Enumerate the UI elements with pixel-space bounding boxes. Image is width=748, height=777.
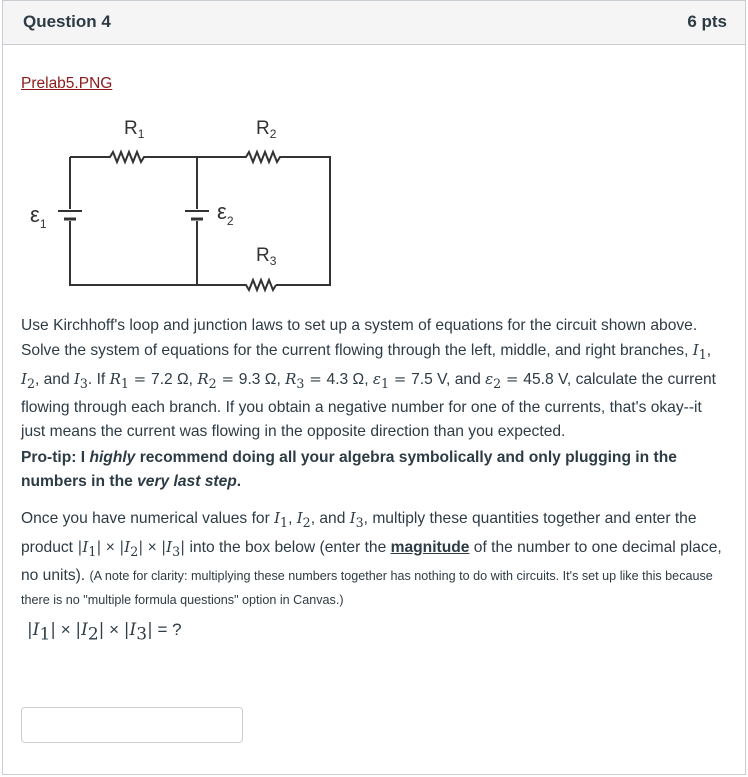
circuit-wires bbox=[70, 152, 330, 290]
circuit-diagram bbox=[24, 110, 344, 310]
label-e1: $\varepsilon_1$ bbox=[30, 202, 47, 231]
question-title: Question 4 bbox=[23, 12, 111, 31]
answer-equation: $|I_1| \times |I_2| \times |I_3|$ = ? bbox=[27, 620, 182, 645]
question-header bbox=[3, 1, 745, 45]
question-points: 6 pts bbox=[687, 12, 727, 31]
battery-e1 bbox=[58, 211, 82, 219]
label-r2: $R_2$ bbox=[256, 118, 277, 141]
submission-instructions: Once you have numerical values for $I_1$, $I_2$, and $I_3$, multiply these quantities together and enter the product $|I_1| \times |I_2| \times |I_3|$ into the box below (enter the magnitude of the number to one decimal place, no units). (A note for clarity: multiplying these numbers together has nothing to do with circuits. It's set up like this because there is no "multiple formula questions" option in Canvas.) bbox=[21, 509, 722, 608]
label-r1: $R_1$ bbox=[124, 118, 145, 141]
pro-tip-paragraph: Pro-tip: I highly recommend doing all your algebra symbolically and only plugging in the numbers in the very last step. bbox=[21, 449, 677, 490]
instructions-paragraph: Use Kirchhoff's loop and junction laws to set up a system of equations for the circuit shown above. Solve the system of equations for the current flowing through the left, middle, and right branches, $I_1$, $I_2$, and $I_3$. If $R_1 = 7.2$ Ω, $R_2 = 9.3$ Ω, $R_3 = 4.3$ Ω, $\varepsilon_1 = 7.5$ V, and $\varepsilon_2 = 45.8$ V, calculate the current flowing through each branch. If you obtain a negative number for one of the currents, that's okay--it just means the current was flowing in the opposite direction than you expected. bbox=[21, 317, 717, 441]
answer-input[interactable] bbox=[21, 707, 243, 743]
label-e2: $\varepsilon_2$ bbox=[217, 199, 234, 228]
battery-e2 bbox=[185, 211, 209, 219]
attachment-link[interactable]: Prelab5.PNG bbox=[21, 75, 113, 92]
magnitude-emphasis: magnitude bbox=[390, 539, 470, 557]
label-r3: $R_3$ bbox=[256, 245, 277, 268]
